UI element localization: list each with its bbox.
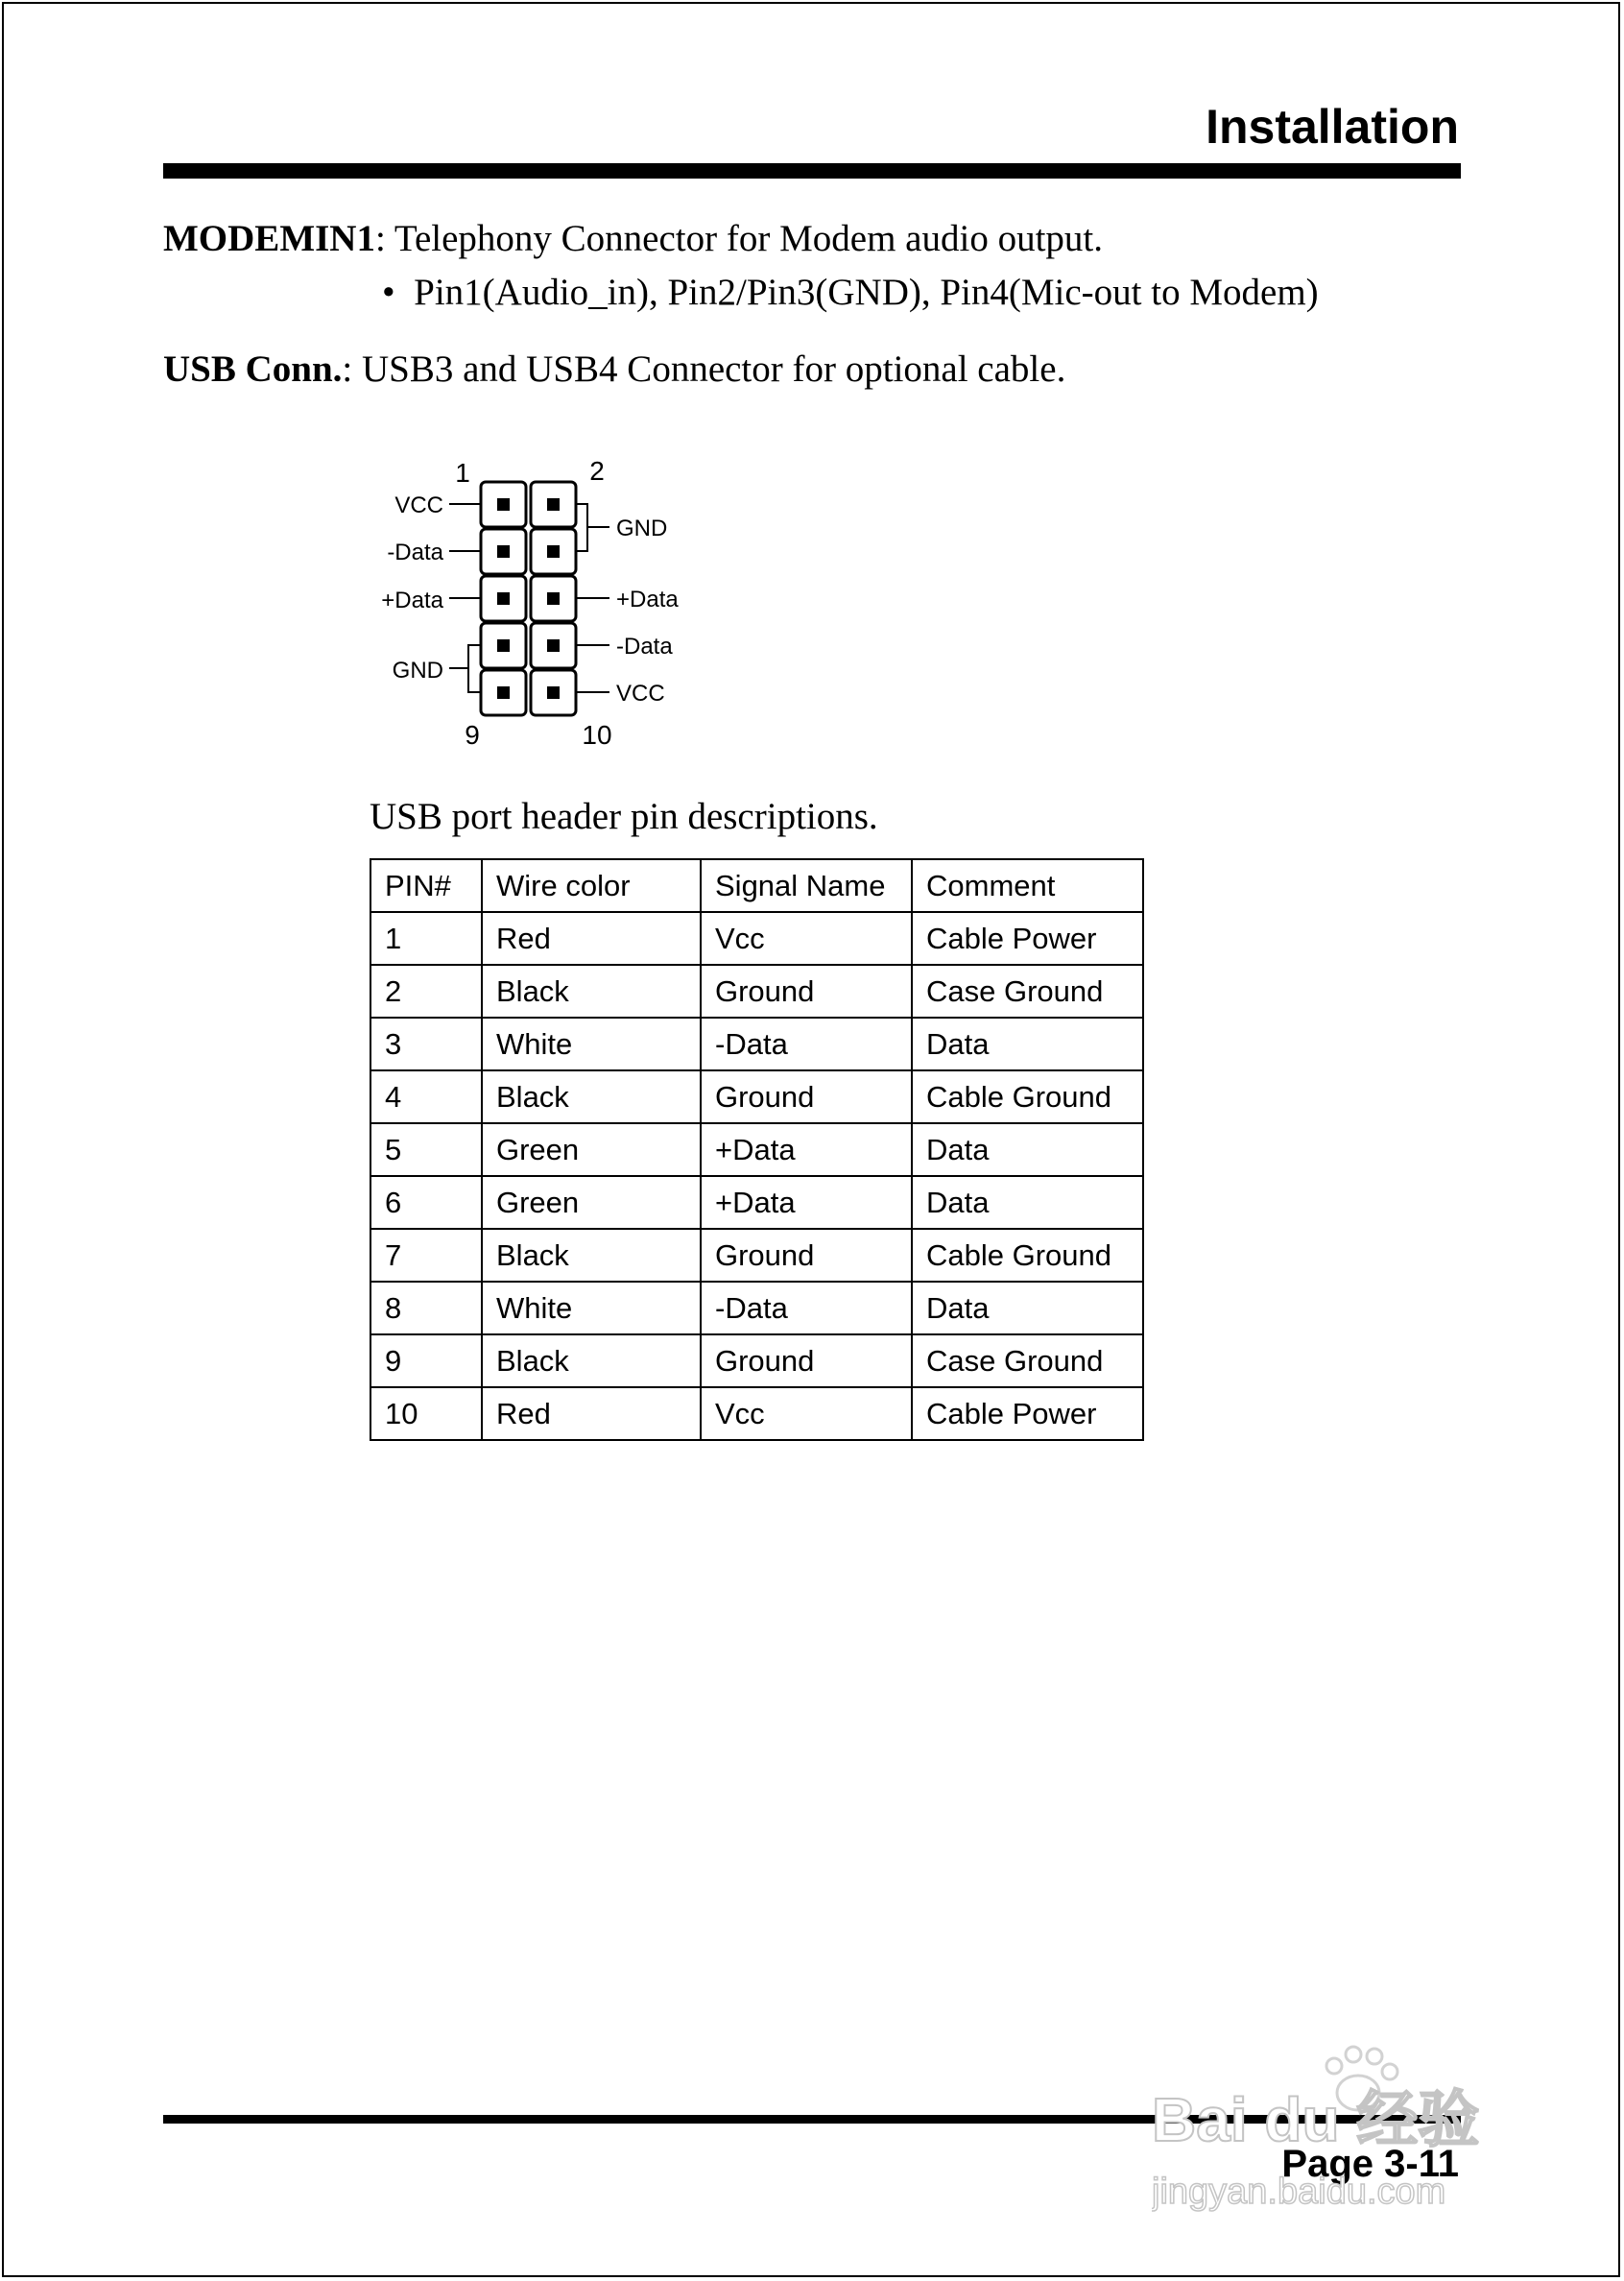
cell-wire-color: Green <box>482 1123 701 1176</box>
cell-wire-color: Black <box>482 1070 701 1123</box>
cell-signal-name: Ground <box>701 965 912 1018</box>
cell-pin: 9 <box>370 1334 482 1387</box>
pin-square-1 <box>497 498 510 511</box>
right-leaders <box>576 504 609 692</box>
cell-comment: Cable Ground <box>912 1229 1143 1282</box>
cell-wire-color: Red <box>482 912 701 965</box>
pin-square-5 <box>497 592 510 605</box>
table-row <box>370 912 1143 965</box>
cell-pin: 4 <box>370 1070 482 1123</box>
cell-signal-name: -Data <box>701 1018 912 1070</box>
right-label-vcc: VCC <box>616 681 665 707</box>
pin-number-2: 2 <box>589 456 605 486</box>
modem-pins-bullet <box>382 271 1319 314</box>
modem-pins-text: Pin1(Audio_in), Pin2/Pin3(GND), Pin4(Mic-out to Modem) <box>414 272 1319 313</box>
header-rule <box>163 163 1461 179</box>
connector-body <box>481 482 576 715</box>
pin-square-3 <box>497 545 510 558</box>
cell-pin: 6 <box>370 1176 482 1229</box>
cell-comment: Cable Ground <box>912 1070 1143 1123</box>
cell-comment: Data <box>912 1282 1143 1334</box>
cell-signal-name: Vcc <box>701 912 912 965</box>
cell-comment: Data <box>912 1018 1143 1070</box>
pin-square-6 <box>547 592 560 605</box>
cell-signal-name: Ground <box>701 1334 912 1387</box>
table-row <box>370 1176 1143 1229</box>
cell-signal-name: Ground <box>701 1070 912 1123</box>
cell-wire-color: Green <box>482 1176 701 1229</box>
cell-wire-color: Red <box>482 1387 701 1440</box>
pin-description-table <box>370 858 1144 1441</box>
cell-pin: 2 <box>370 965 482 1018</box>
cell-signal-name: Ground <box>701 1229 912 1282</box>
cell-pin: 8 <box>370 1282 482 1334</box>
usb-header-diagram <box>365 444 710 760</box>
bullet-glyph: • <box>382 272 395 313</box>
watermark-brand: Bai du 经验 <box>1152 2085 1480 2154</box>
usb-paragraph <box>163 348 1065 391</box>
right-label-plus-data: +Data <box>616 587 679 612</box>
cell-comment: Case Ground <box>912 1334 1143 1387</box>
cell-wire-color: White <box>482 1282 701 1334</box>
header-signal-name: Signal Name <box>701 859 912 912</box>
left-leaders <box>449 504 481 692</box>
cell-signal-name: Vcc <box>701 1387 912 1440</box>
cell-pin: 1 <box>370 912 482 965</box>
table-row <box>370 1018 1143 1070</box>
table-caption: USB port header pin descriptions. <box>370 796 878 837</box>
modem-description: : Telephony Connector for Modem audio output. <box>374 218 1103 259</box>
cell-wire-color: Black <box>482 965 701 1018</box>
header-comment: Comment <box>912 859 1143 912</box>
table-header-row <box>370 859 1143 912</box>
cell-wire-color: Black <box>482 1229 701 1282</box>
pin-square-8 <box>547 639 560 652</box>
cell-pin: 3 <box>370 1018 482 1070</box>
pin-number-1: 1 <box>455 458 470 488</box>
cell-wire-color: Black <box>482 1334 701 1387</box>
left-label-gnd: GND <box>392 658 443 684</box>
page-number: Page 3-11 <box>1281 2143 1459 2185</box>
cell-comment: Data <box>912 1176 1143 1229</box>
usb-label: USB Conn. <box>163 348 343 390</box>
cell-comment: Cable Power <box>912 1387 1143 1440</box>
cell-pin: 7 <box>370 1229 482 1282</box>
left-label-plus-data: +Data <box>381 588 443 613</box>
section-title: Installation <box>1206 100 1459 154</box>
cell-wire-color: White <box>482 1018 701 1070</box>
modem-label: MODEMIN1 <box>163 218 375 259</box>
watermark-url: jingyan.baidu.com <box>1152 2172 1446 2212</box>
pin-square-7 <box>497 639 510 652</box>
table-row <box>370 1387 1143 1440</box>
table-row <box>370 965 1143 1018</box>
table-row <box>370 1070 1143 1123</box>
pin-number-9: 9 <box>465 720 480 750</box>
left-label-vcc: VCC <box>394 492 443 518</box>
left-label-minus-data: -Data <box>387 540 443 565</box>
table-body <box>370 912 1143 1440</box>
cell-comment: Data <box>912 1123 1143 1176</box>
pin-square-9 <box>497 686 510 699</box>
pin-square-4 <box>547 545 560 558</box>
cell-pin: 5 <box>370 1123 482 1176</box>
right-label-gnd: GND <box>616 516 668 541</box>
cell-comment: Case Ground <box>912 965 1143 1018</box>
header-wire-color: Wire color <box>482 859 701 912</box>
cell-signal-name: +Data <box>701 1176 912 1229</box>
table-row <box>370 1123 1143 1176</box>
pin-square-2 <box>547 498 560 511</box>
pin-number-10: 10 <box>582 720 612 750</box>
table-row <box>370 1334 1143 1387</box>
table-row <box>370 1229 1143 1282</box>
cell-pin: 10 <box>370 1387 482 1440</box>
cell-signal-name: -Data <box>701 1282 912 1334</box>
header-pin: PIN# <box>370 859 482 912</box>
pin-square-10 <box>547 686 560 699</box>
cell-comment: Cable Power <box>912 912 1143 965</box>
right-label-minus-data: -Data <box>616 634 673 660</box>
modem-paragraph <box>163 217 1103 260</box>
cell-signal-name: +Data <box>701 1123 912 1176</box>
usb-description: : USB3 and USB4 Connector for optional cable. <box>342 348 1066 390</box>
table-row <box>370 1282 1143 1334</box>
baidu-watermark <box>1152 2035 1536 2227</box>
